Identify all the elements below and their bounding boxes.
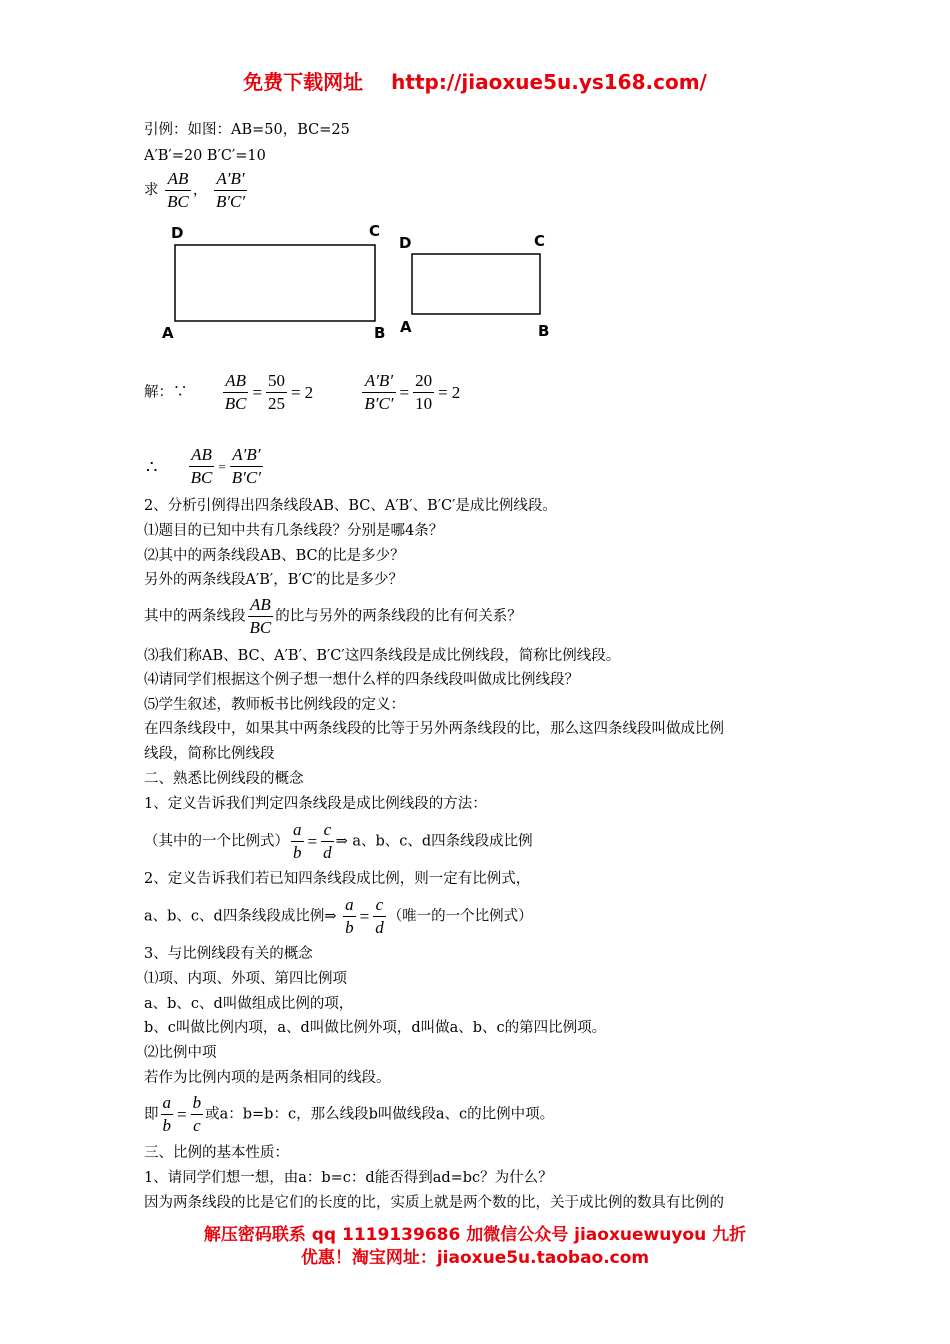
s4-line-1: 1、请同学们想一想，由a：b=c：d能否得到ad=bc？为什么？ (144, 1170, 553, 1186)
fraction-20-10: $\frac{20}{10}$ (415, 371, 433, 413)
s3-line-1: 1、定义告诉我们判定四条线段是成比例线段的方法： (144, 796, 487, 812)
s3-line-5: 3、与比例线段有关的概念 (144, 946, 313, 962)
fraction-a-b: $\frac{a}{b}$ (162, 1093, 171, 1135)
fraction-a1b1-b1c1: $\frac{A'B'}{B'C'}$ (231, 445, 261, 487)
s3-line-2: （其中的一个比例式） $\frac{a}{b}$ = $\frac{c}{d}$ ⇒ a、b、c、d四条线段成比例 (144, 820, 533, 862)
label-b-small: B (538, 322, 550, 340)
s2-line-3: ⑵其中的两条线段AB、BC的比是多少？ (144, 548, 405, 564)
ask-separator: ， (192, 182, 208, 199)
s2-line-5: 其中的两条线段 $\frac{AB}{BC}$ 的比与另外的两条线段的比有何关系？ (144, 595, 522, 637)
fraction-50-25: $\frac{50}{25}$ (268, 371, 286, 413)
result-value: 2 (304, 382, 314, 402)
s3-line-8: b、c叫做比例内项，a、d叫做比例外项，d叫做a、b、c的第四比例项。 (144, 1020, 607, 1036)
fraction-ab-bc: $\frac{AB}{BC}$ (224, 371, 247, 413)
label-c-large: C (369, 222, 381, 240)
header-title: 免费下载网址 (243, 70, 364, 94)
rectangle-abcd-small (412, 254, 540, 314)
s2-line-6: ⑶我们称AB、BC、A′B′、B′C′这四条线段是成比例线段，简称比例线段。 (144, 648, 621, 664)
rectangles-figure (144, 218, 564, 348)
header-url[interactable]: http://jiaoxue5u.ys168.com/ (391, 70, 707, 94)
rectangle-abcd-large (175, 245, 375, 321)
section-4-title: 三、比例的基本性质： (144, 1145, 289, 1161)
intro-ask (144, 168, 249, 213)
label-c-small: C (534, 232, 546, 250)
s3-line-6: ⑴项、内项、外项、第四比例项 (144, 971, 347, 987)
fraction-b-c: $\frac{b}{c}$ (192, 1093, 202, 1135)
fraction-c-d: $\frac{c}{d}$ (375, 895, 384, 937)
page-header (0, 66, 950, 95)
s2-line-2: ⑴题目的已知中共有几条线段？分别是哪4条？ (144, 523, 444, 539)
s3-line-7: a、b、c、d叫做组成比例的项， (144, 996, 354, 1012)
s3-line-4: a、b、c、d四条线段成比例⇒ $\frac{a}{b}$ = $\frac{c}{d}$ （唯一的一个比例式） (144, 895, 533, 937)
fraction-a-b: $\frac{a}{b}$ (345, 895, 354, 937)
fraction-ab-bc: $\frac{AB}{BC}$ (249, 595, 272, 637)
s3-line-9: ⑵比例中项 (144, 1045, 217, 1061)
intro-line-2: A′B′=20 B′C′=10 (144, 148, 266, 164)
intro-line-1: 引例：如图：AB=50，BC=25 (144, 122, 350, 138)
footer-line-2: 优惠！淘宝网址：jiaoxue5u.taobao.com (300, 1248, 650, 1268)
fraction-c-d: $\frac{c}{d}$ (323, 820, 332, 862)
therefore-symbol: ∴ (146, 456, 158, 477)
solution-label: 解：∵ (144, 384, 188, 401)
footer-line-1: 解压密码联系 qq 1119139686 加微信公众号 jiaoxuewuyou 九折 (203, 1225, 747, 1245)
therefore-line: ∴ $\frac{AB}{BC}$ = $\frac{A'B'}{B'C'}$ (146, 445, 261, 487)
fraction-ab-bc: $\frac{AB}{BC}$ (167, 169, 189, 211)
section-3-title: 二、熟悉比例线段的概念 (144, 771, 304, 787)
s2-line-10: 线段，简称比例线段 (144, 746, 275, 762)
ask-label: 求 (144, 182, 159, 199)
s3-line-11: 即 $\frac{a}{b}$ = $\frac{b}{c}$ 或a：b=b：c，那么线段b叫做线段a、c的比例中项。 (144, 1093, 555, 1135)
s2-line-8: ⑸学生叙述，教师板书比例线段的定义： (144, 697, 405, 713)
label-a-small: A (400, 318, 412, 336)
label-d-small: D (399, 234, 412, 252)
label-b-large: B (374, 324, 386, 342)
s2-line-9: 在四条线段中，如果其中两条线段的比等于另外两条线段的比，那么这四条线段叫做成比例 (144, 721, 724, 737)
solution-line: 解：∵ $\frac{AB}{BC}$ = $\frac{50}{25}$ = 2 $\frac{A'B'}{B'C'}$ = $\frac{20}{10}$ = 2 (144, 371, 461, 413)
s3-line-3: 2、定义告诉我们若已知四条线段成比例，则一定有比例式， (144, 871, 531, 887)
s2-line-4: 另外的两条线段A′B′，B′C′的比是多少？ (144, 572, 404, 588)
result-value: 2 (451, 382, 461, 402)
label-d-large: D (171, 224, 184, 242)
s2-line-7: ⑷请同学们根据这个例子想一想什么样的四条线段叫做成比例线段？ (144, 672, 579, 688)
fraction-ab-bc: $\frac{AB}{BC}$ (190, 445, 213, 487)
fraction-a-b: $\frac{a}{b}$ (293, 820, 302, 862)
s3-line-10: 若作为比例内项的是两条相同的线段。 (144, 1070, 391, 1086)
label-a-large: A (162, 324, 174, 342)
fraction-a1b1-b1c1: $\frac{A'B'}{B'C'}$ (215, 169, 246, 211)
s4-line-2: 因为两条线段的比是它们的长度的比，实质上就是两个数的比，关于成比例的数具有比例的 (144, 1195, 724, 1211)
s2-line-1: 2、分析引例得出四条线段AB、BC、A′B′、B′C′是成比例线段。 (144, 498, 557, 514)
fraction-a1b1-b1c1: $\frac{A'B'}{B'C'}$ (364, 371, 394, 413)
